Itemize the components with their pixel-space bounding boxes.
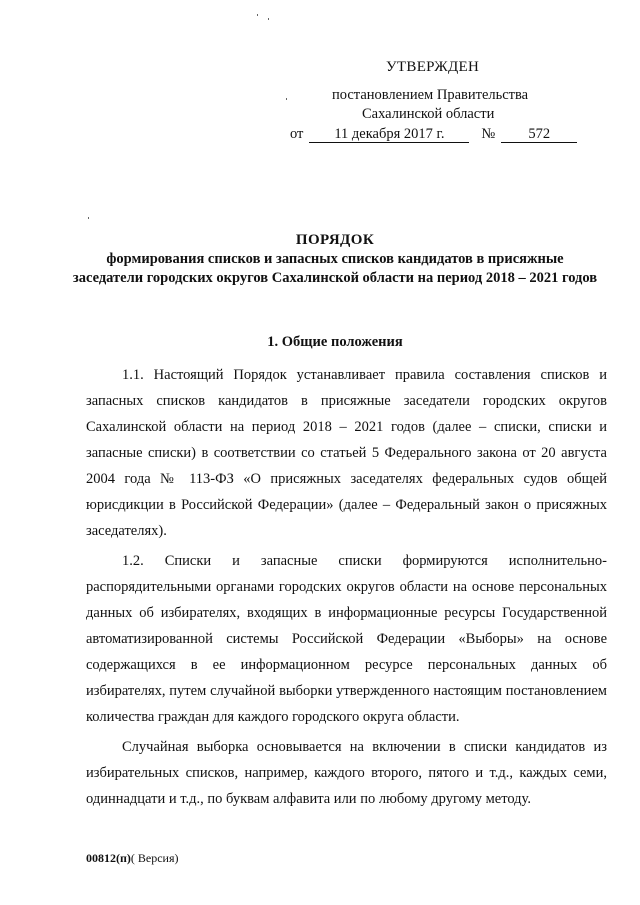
paragraph-random-sample: Случайная выборка основывается на включении в списки кандидатов из избирательных списков, например, каждого второго, пятого и т.д., каждых семи, одиннадцати и т.д., по буквам алфавита или по любому другому методу. bbox=[86, 739, 607, 807]
document-body bbox=[86, 362, 607, 812]
paragraph-1-2: 1.2. Списки и запасные списки формируются исполнительно-распорядительными органами городских округов области на основе персональных данных об избирателях, входящих в информационные ресурсы Государственной автоматизированной системы Российской Федерации «Выборы» на основе содержащихся в ее информационном ресурсе персональных данных об избирателях, путем случайной выборки утвержденного настоящим постановлением количества граждан для каждого городского округа области. bbox=[86, 553, 607, 725]
paragraph-1-1: 1.1. Настоящий Порядок устанавливает правила составления списков и запасных списков кандидатов в присяжные заседатели городских округов Сахалинской области на период 2018 – 2021 годов (далее – списки, списки и запасные списки) в соответствии со статьей 5 Федерального закона от 20 августа 2004 года № 113-ФЗ «О присяжных заседателях федеральных судов общей юрисдикции в Российской Федерации» (далее – Федеральный закон о присяжных заседателях). bbox=[86, 367, 607, 539]
scan-speck bbox=[268, 18, 269, 20]
approval-line-2: Сахалинской области bbox=[362, 106, 495, 122]
footer-code: 00812(п) bbox=[86, 851, 131, 865]
number-label: № bbox=[481, 126, 496, 142]
approval-date: 11 декабря 2017 г. bbox=[309, 127, 469, 143]
footer-version: ( Версия) bbox=[130, 851, 179, 865]
document-title: ПОРЯДОК bbox=[295, 232, 375, 248]
footer bbox=[86, 851, 179, 866]
document-subtitle: формирования списков и запасных списков кандидатов в присяжные заседатели городских округов Сахалинской области на период 2018 – 2021 годов bbox=[72, 251, 598, 286]
document-heading bbox=[70, 231, 600, 288]
scan-speck bbox=[257, 14, 258, 16]
section-title: 1. Общие положения bbox=[267, 334, 403, 350]
approval-line-1: постановлением Правительства bbox=[332, 87, 529, 103]
scan-speck bbox=[88, 217, 89, 219]
approval-title: УТВЕРЖДЕН bbox=[386, 59, 480, 75]
approval-number: 572 bbox=[501, 127, 577, 143]
scan-speck bbox=[286, 98, 287, 100]
from-label: от bbox=[290, 126, 304, 142]
approval-date-line bbox=[290, 125, 577, 144]
